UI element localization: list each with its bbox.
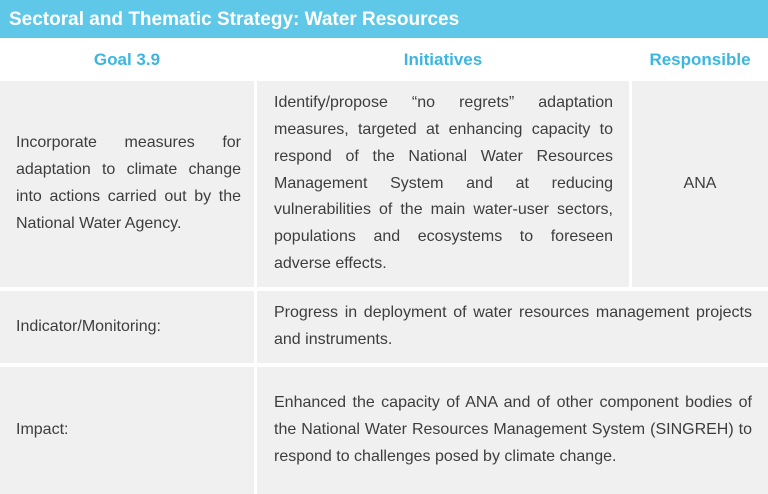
indicator-value-cell xyxy=(257,291,768,363)
header-initiatives: Initiatives xyxy=(257,42,629,78)
header-responsible: Responsible xyxy=(632,42,768,78)
responsible-text: ANA xyxy=(683,174,717,192)
page-title: Sectoral and Thematic Strategy: Water Resources xyxy=(9,9,460,30)
title-bar xyxy=(0,0,768,38)
indicator-label-cell xyxy=(0,291,254,363)
goal-cell xyxy=(0,81,254,287)
initiatives-text: Identify/propose “no regrets” adaptation measures, targeted at enhancing capacity to respond of the National Water Resources Management System and at reducing vulnerabilities of the main water-user sectors, populations and ecosystems to foreseen adverse effects. xyxy=(274,94,613,272)
header-goal: Goal 3.9 xyxy=(0,42,254,78)
indicator-label: Indicator/Monitoring: xyxy=(16,317,161,335)
impact-label-cell xyxy=(0,367,254,494)
impact-value-cell xyxy=(257,367,768,494)
impact-text: Enhanced the capacity of ANA and of other component bodies of the National Water Resources Management System (SINGREH) to respond to challenges posed by climate change. xyxy=(274,394,752,465)
goal-text: Incorporate measures for adaptation to climate change into actions carried out by the National Water Agency. xyxy=(16,134,241,232)
impact-label: Impact: xyxy=(16,421,69,439)
initiatives-cell xyxy=(257,81,629,287)
indicator-text: Progress in deployment of water resources management projects and instruments. xyxy=(274,304,752,348)
responsible-cell xyxy=(632,81,768,287)
